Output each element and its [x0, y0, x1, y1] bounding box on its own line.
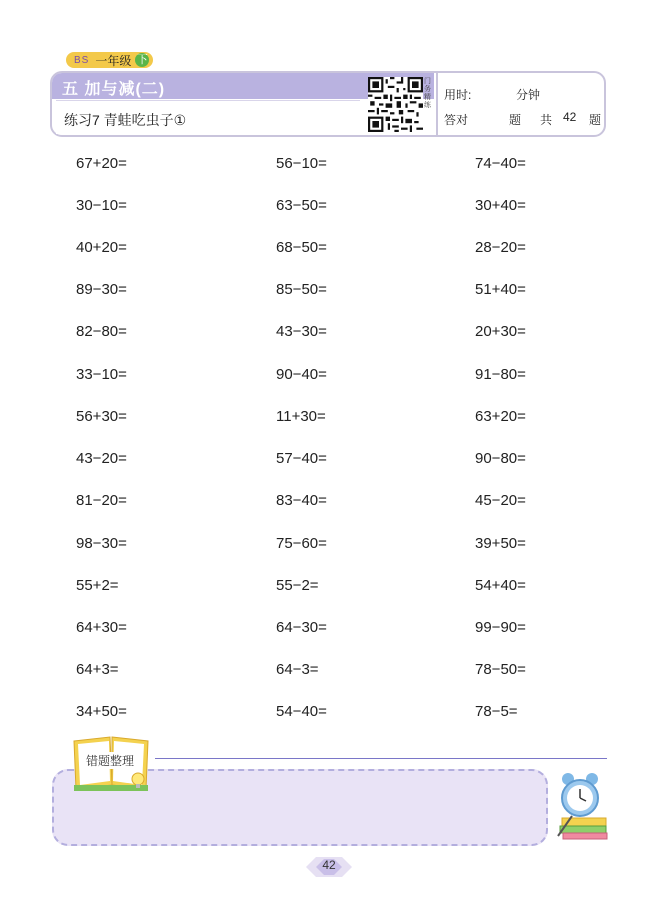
problem: 64+3=	[76, 661, 119, 678]
problem: 81−20=	[76, 492, 127, 509]
problem: 39+50=	[475, 535, 526, 552]
problem: 83−40=	[276, 492, 327, 509]
review-label: 错题整理	[86, 754, 135, 768]
problem: 33−10=	[76, 366, 127, 383]
problem: 68−50=	[276, 239, 327, 256]
volume-badge: 下	[136, 54, 148, 66]
qr-code-icon[interactable]	[368, 77, 423, 132]
qr-caption: 门务精练	[424, 78, 431, 109]
series-label: BS	[74, 54, 90, 66]
review-divider	[155, 758, 607, 759]
problem: 56−10=	[276, 155, 327, 172]
grade-tag	[66, 52, 153, 68]
problem: 43−20=	[76, 450, 127, 467]
problem: 74−40=	[475, 155, 526, 172]
problem: 89−30=	[76, 281, 127, 298]
total-count: 42	[563, 110, 577, 124]
problem: 64−3=	[276, 661, 319, 678]
problem: 64+30=	[76, 619, 127, 636]
problem: 56+30=	[76, 408, 127, 425]
problem: 90−40=	[276, 366, 327, 383]
problem: 54−40=	[276, 703, 327, 720]
problem: 91−80=	[475, 366, 526, 383]
problem: 63+20=	[475, 408, 526, 425]
problem: 54+40=	[475, 577, 526, 594]
problem: 78−50=	[475, 661, 526, 678]
alarm-clock-icon	[554, 770, 610, 840]
problem: 34+50=	[76, 703, 127, 720]
total-unit: 题	[589, 113, 602, 127]
lesson-title: 练习7 青蛙吃虫子①	[64, 112, 187, 128]
problem: 55−2=	[276, 577, 319, 594]
problem: 90−80=	[475, 450, 526, 467]
problem: 11+30=	[276, 408, 326, 425]
problem: 85−50=	[276, 281, 327, 298]
correct-label: 答对	[444, 113, 469, 127]
grade-label: 一年级	[95, 53, 132, 68]
problem: 51+40=	[475, 281, 526, 298]
problem: 99−90=	[475, 619, 526, 636]
time-label: 用时:	[444, 88, 472, 102]
problem: 30−10=	[76, 197, 127, 214]
problem: 55+2=	[76, 577, 119, 594]
problem: 98−30=	[76, 535, 127, 552]
problem: 45−20=	[475, 492, 526, 509]
problem: 64−30=	[276, 619, 327, 636]
problem: 57−40=	[276, 450, 327, 467]
problem: 67+20=	[76, 155, 127, 172]
problem: 28−20=	[475, 239, 526, 256]
page-number: 42	[322, 858, 336, 872]
problem: 78−5=	[475, 703, 518, 720]
problem: 30+40=	[475, 197, 526, 214]
problem: 63−50=	[276, 197, 327, 214]
problem: 82−80=	[76, 323, 127, 340]
problem: 40+20=	[76, 239, 127, 256]
header-divider	[436, 72, 438, 136]
problem: 20+30=	[475, 323, 526, 340]
problem: 43−30=	[276, 323, 327, 340]
correct-unit: 题	[509, 113, 522, 127]
total-label: 共	[540, 113, 553, 127]
problem: 75−60=	[276, 535, 327, 552]
time-unit: 分钟	[516, 88, 541, 102]
unit-title: 五 加与减(二)	[62, 81, 166, 98]
